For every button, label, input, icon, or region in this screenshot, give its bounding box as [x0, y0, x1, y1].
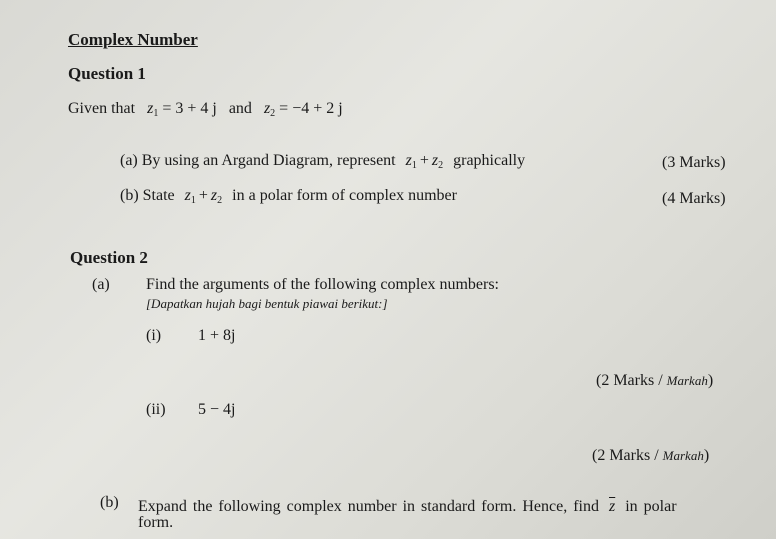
question-2a-label: (a) — [92, 276, 110, 293]
q1b-sum-sub1: 1 — [190, 195, 196, 206]
question-2a-translation: [Dapatkan hujah bagi bentuk piawai berikut:] — [146, 296, 388, 311]
q2b-text-after: in polar — [625, 498, 677, 515]
q1b-sum-sub2: 2 — [217, 195, 223, 206]
q1a-text-before: (a) By using an Argand Diagram, represent — [120, 152, 396, 169]
q1b-text-after: in a polar form of complex number — [232, 187, 457, 204]
z1-symbol: z — [147, 100, 154, 117]
q1b-text-before: (b) State — [120, 187, 175, 204]
given-and: and — [228, 100, 252, 117]
q1b-sum-z2: z — [210, 187, 218, 204]
question-1a-marks: (3 Marks) — [662, 154, 726, 171]
q1a-sum-sub2: 2 — [438, 160, 444, 171]
question-1b — [120, 187, 457, 206]
question-2a-i-marks — [596, 372, 713, 390]
q2ai-marks-close: ) — [707, 372, 714, 389]
question-2b-label: (b) — [100, 494, 119, 511]
question-2a-ii-marks — [592, 447, 709, 465]
q2aii-marks-main: (2 Marks / — [592, 447, 663, 464]
z1-value: = 3 + 4 j — [162, 100, 217, 117]
question-2b-text-line2: form. — [138, 514, 174, 531]
question-1-given — [68, 100, 343, 119]
q1a-text-after: graphically — [453, 152, 526, 169]
document-title: Complex Number — [68, 30, 198, 49]
q1a-sum-z1: z — [405, 152, 412, 169]
q1b-sum-z1: z — [184, 187, 191, 204]
q2b-text-before: Expand the following complex number in standard form. Hence, find — [138, 498, 599, 515]
q2aii-marks-close: ) — [703, 447, 710, 464]
question-1b-marks: (4 Marks) — [662, 190, 726, 207]
question-1-heading: Question 1 — [68, 64, 146, 83]
question-2a-i-label: (i) — [146, 327, 162, 344]
q2ai-marks-trans: Markah — [666, 373, 708, 388]
question-2a-ii-value: 5 − 4j — [198, 401, 236, 418]
q1a-sum-z2: z — [431, 152, 439, 169]
question-2a-i-value: 1 + 8j — [198, 327, 236, 344]
q1b-sum — [185, 187, 227, 204]
question-2a-ii-label: (ii) — [146, 401, 166, 418]
z1-definition — [147, 100, 221, 117]
question-2a-text: Find the arguments of the following complex numbers: — [146, 276, 499, 293]
q2ai-marks-main: (2 Marks / — [596, 372, 667, 389]
q2aii-marks-trans: Markah — [662, 448, 704, 463]
question-2b-text — [138, 498, 677, 516]
q1b-sum-plus: + — [198, 187, 208, 204]
q2b-zbar: $\overline{z}$ — [609, 498, 616, 515]
question-2-heading: Question 2 — [70, 248, 148, 267]
q1a-sum-sub1: 1 — [411, 160, 417, 171]
given-prefix: Given that — [68, 100, 136, 117]
q1a-sum — [406, 152, 448, 169]
q1a-sum-plus: + — [419, 152, 429, 169]
z2-definition — [264, 100, 343, 117]
z1-subscript: 1 — [153, 108, 159, 119]
z2-symbol: z — [263, 100, 271, 117]
z2-value: = −4 + 2 j — [279, 100, 343, 117]
question-1a — [120, 152, 525, 171]
z2-subscript: 2 — [270, 108, 276, 119]
